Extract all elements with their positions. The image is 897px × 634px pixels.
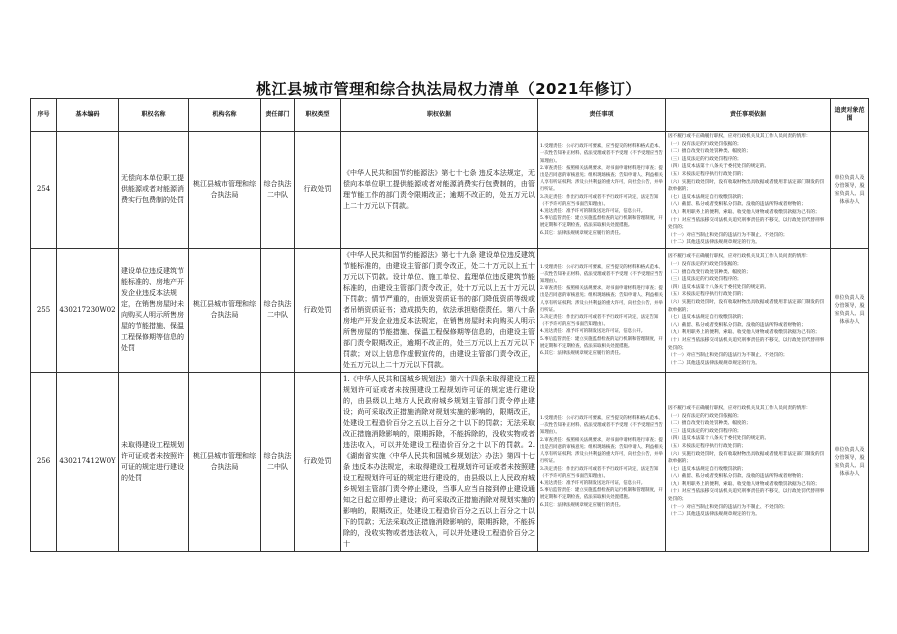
cell-seq: 256: [31, 372, 57, 551]
cell-responsibility-basis: [666, 132, 831, 249]
responsibility-item: 2.审查责任：按照相关法规要求，对书面申请材料进行审查；提出是否同意的审核意见；组织现场核查；告知申请人、利益相关人享有听证权利；涉及公共利益的重大许可，向社会公告，并举行听证。: [540, 286, 663, 313]
responsibility-basis-line: （五）未按法定程序执行行政处罚的；: [668, 443, 747, 449]
table-header-row: [31, 99, 869, 132]
responsibility-basis-line: （一）没有法定的行政处罚依据的；: [668, 262, 742, 268]
responsibility-item: 3.决定责任：作出行政许可或者不予行政许可决定，法定告知（不予许可的应当书面告知理由）。: [540, 194, 659, 207]
responsibility-item: 4.送达责任：准予许可的制发送达许可证，信息公开。: [540, 480, 646, 486]
header-basis: 职权依据: [341, 99, 538, 132]
responsibility-basis-line: （四）违反本法第十八条关于委托处罚的规定的。: [668, 436, 770, 442]
header-name: 职权名称: [119, 99, 189, 132]
cell-type: 行政处罚: [295, 248, 341, 372]
responsibility-basis-line: （一）没有法定的行政处罚依据的；: [668, 141, 742, 147]
responsibility-basis-line: （三）违反法定的行政处罚程序的；: [668, 156, 742, 162]
responsibility-basis-line: （四）违反本法第十八条关于委托处罚的规定的。: [668, 164, 770, 170]
cell-org: 桃江县城市管理和综合执法局: [189, 132, 261, 249]
responsibility-basis-line: （五）未按法定程序执行行政处罚的；: [668, 292, 747, 298]
responsibility-item: 1.受理责任：公示行政许可要素，应当提交的材料和格式范本、一次性告知补正材料、依法受理或者不予受理（不予受理应当告知理由）。: [540, 144, 663, 164]
cell-basis: 《中华人民共和国节约能源法》第七十九条 建设单位违反建筑节能标准的，由建设主管部门责令改正，处二十万元以上五十万元以下罚款。设计单位、施工单位、监理单位违反建筑节能标准的，由建设主管部门责令改正，处十万元以上五十万元以下罚款；情节严重的，由颁发资质证书的部门降低资质等级或者吊销资质证书；造成损失的，依法承担赔偿责任。第八十条 房地产开发企业违反本法规定，在销售房屋时未向购买人明示所售房屋的节能措施、保温工程保修期等信息的，由建设主管部门责令限期改正，逾期不改正的，处三万元以上五万元以下罚款；对以上信息作虚假宣传的，由建设主管部门责令改正，处五万元以上二十万元以下罚款。: [341, 248, 538, 372]
responsibility-item: 1.受理责任：公示行政许可要素，应当提交的材料和格式范本、一次性告知补正材料、依法受理或者不予受理（不予受理应当告知理由）。: [540, 416, 663, 436]
cell-type: 行政处罚: [295, 132, 341, 249]
responsibility-basis-line: 因不履行或不正确履行职权，应对行政机关及其工作人员问责的情形：: [668, 254, 811, 260]
responsibility-basis-line: （七）违反本法规定自行收缴罚款的；: [668, 466, 747, 472]
responsibility-basis-line: 因不履行或不正确履行职权，应对行政机关及其工作人员问责的情形：: [668, 405, 811, 411]
responsibility-basis-line: （十）对应当依法移交司法机关追究刑事责任的不移交，以行政处罚代替刑事处罚的；: [668, 217, 825, 231]
responsibility-basis-line: （十二）其他违反法律法规规章规定的行为。: [668, 240, 760, 246]
responsibility-item: 3.决定责任：作出行政许可或者不予行政许可决定，法定告知（不予许可的应当书面告知理由）。: [540, 466, 659, 479]
responsibility-item: 6.其它：法律法规规章规定应履行的责任。: [540, 230, 624, 236]
responsibility-basis-line: （一）没有法定的行政处罚依据的；: [668, 413, 742, 419]
power-list-table: [30, 98, 869, 552]
cell-power-name: 建设单位违反建筑节能标准的、房地产开发企业违反本法规定，在销售房屋时未向购买人明示所售房屋的节能措施、保温工程保修期等信息的处罚: [119, 248, 189, 372]
cell-org: 桃江县城市管理和综合执法局: [189, 372, 261, 551]
cell-type: 行政处罚: [295, 372, 341, 551]
cell-dept: 综合执法二中队: [261, 132, 295, 249]
cell-accountability-target: 单位负责人及分管领导，股室负责人、具体承办人: [831, 248, 869, 372]
responsibility-basis-line: （十二）其他违反法律法规规章规定的行为。: [668, 512, 760, 518]
responsibility-basis-line: （十）对应当依法移交司法机关追究刑事责任的不移交，以行政处罚代替刑事处罚的；: [668, 337, 825, 351]
cell-responsibility-items: [538, 248, 666, 372]
header-target: 追责对象范围: [831, 99, 869, 132]
cell-basis: 1.《中华人民共和国城乡规划法》第六十四条未取得建设工程规划许可证或者未按照建设工程规划许可证的规定进行建设的，由县级以上地方人民政府城乡规划主管部门责令停止建设；尚可采取改正措施消除对规划实施的影响的，限期改正，处建设工程造价百分之五以上百分之十以下的罚款；无法采取改正措施消除影响的，限期拆除，不能拆除的，没收实物或者违法收入，可以并处建设工程造价百分之十以下的罚款。2.《湖南省实施〈中华人民共和国城乡规划法〉办法》第四十七条 违反本办法规定，未取得建设工程规划许可证或者未按照建设工程规划许可证的规定进行建设的，由县级以上人民政府城乡规划主管部门责令停止建设，当事人应当自接到停止建设通知之日起立即停止建设；尚可采取改正措施消除对规划实施的影响的，限期改正，处建设工程造价百分之五以上百分之十以下的罚款；无法采取改正措施消除影响的，限期拆除，不能拆除的，没收实物或者违法收入，可以并处建设工程造价百分之十: [341, 372, 538, 551]
cell-accountability-target: 单位负责人及分管领导，股室负责人、具体承办人: [831, 372, 869, 551]
responsibility-basis-line: （二）擅自改变行政处罚种类、幅度的；: [668, 421, 751, 427]
responsibility-basis-line: （十二）其他违反法律法规规章规定的行为。: [668, 360, 760, 366]
responsibility-basis-line: （八）截留、私分或者变相私分罚款、没收的违法所得或者财物的；: [668, 202, 806, 208]
responsibility-basis-line: （六）实施行政处罚时，没有收取财物出具收据或者使用非法定部门制发的罚款单据的；: [668, 451, 825, 465]
document-title: 桃江县城市管理和综合执法局权力清单（2021年修订）: [256, 80, 641, 98]
header-dept: 责任部门: [261, 99, 295, 132]
cell-power-name: 无偿向本单位职工提供能源或者对能源消费实行包费制的处罚: [119, 132, 189, 249]
cell-responsibility-basis: [666, 248, 831, 372]
responsibility-basis-line: （七）违反本法规定自行收缴罚款的；: [668, 315, 747, 321]
cell-responsibility-items: [538, 132, 666, 249]
responsibility-basis-line: （六）实施行政处罚时，没有收取财物出具收据或者使用非法定部门制发的罚款单据的；: [668, 179, 825, 193]
header-resp-basis: 责任事项依据: [666, 99, 831, 132]
responsibility-basis-line: （十）对应当依法移交司法机关追究刑事责任的不移交，以行政处罚代替刑事处罚的；: [668, 489, 825, 503]
cell-org: 桃江县城市管理和综合执法局: [189, 248, 261, 372]
cell-code: 430217412W0Y: [57, 372, 119, 551]
responsibility-basis-line: 因不履行或不正确履行职权，应对行政机关及其工作人员问责的情形：: [668, 134, 811, 139]
cell-dept: 综合执法二中队: [261, 372, 295, 551]
responsibility-item: 4.送达责任：准予许可的制发送达许可证，信息公开。: [540, 329, 646, 335]
header-items: 责任事项: [538, 99, 666, 132]
table-row: [31, 248, 869, 372]
header-code: 基本编码: [57, 99, 119, 132]
cell-seq: 254: [31, 132, 57, 249]
table-row: [31, 132, 869, 249]
cell-dept: 综合执法二中队: [261, 248, 295, 372]
cell-accountability-target: 单位负责人及分管领导，股室负责人、具体承办人: [831, 132, 869, 249]
responsibility-item: 6.其它：法律法规规章规定应履行的责任。: [540, 502, 624, 508]
responsibility-basis-line: （六）实施行政处罚时，没有收取财物出具收据或者使用非法定部门制发的罚款单据的；: [668, 300, 825, 313]
responsibility-basis-line: （五）未按法定程序执行行政处罚的；: [668, 171, 747, 177]
cell-responsibility-basis: [666, 372, 831, 551]
responsibility-basis-line: （十一）对应当制止和处罚的违法行为不制止、不处罚的；: [668, 232, 788, 238]
responsibility-basis-line: （三）违反法定的行政处罚程序的；: [668, 277, 742, 283]
responsibility-item: 2.审查责任：按照相关法规要求，对书面申请材料进行审查；提出是否同意的审核意见；组织现场核查；告知申请人、利益相关人享有听证权利；涉及公共利益的重大许可，向社会公告，并举行听证。: [540, 165, 663, 193]
responsibility-item: 5.事后监管责任：建立实施监督检查的运行机制和管理制度，开展定期和不定期检查，依法采取相关处置措施。: [540, 216, 663, 229]
responsibility-basis-line: （七）违反本法规定自行收缴罚款的；: [668, 194, 747, 200]
responsibility-basis-line: （九）利用职务上的便利，索取、收受他人财物或者收缴罚款据为己有的；: [668, 330, 820, 336]
responsibility-basis-line: （十一）对应当制止和处罚的违法行为不制止、不处罚的；: [668, 353, 788, 359]
cell-power-name: 未取得建设工程规划许可证或者未按照许可证的规定进行建设的处罚: [119, 372, 189, 551]
table-row: [31, 372, 869, 551]
responsibility-item: 2.审查责任：按照相关法规要求，对书面申请材料进行审查；提出是否同意的审核意见；组织现场核查；告知申请人、利益相关人享有听证权利；涉及公共利益的重大许可，向社会公告，并举行听证。: [540, 437, 663, 465]
cell-basis: 《中华人民共和国节约能源法》第七十七条 违反本法规定，无偿向本单位职工提供能源或者对能源消费实行包费制的，由管理节能工作的部门责令限期改正；逾期不改正的，处五万元以上二十万元以下罚款。: [341, 132, 538, 249]
header-type: 职权类型: [295, 99, 341, 132]
header-seq: 序号: [31, 99, 57, 132]
cell-code: 430217230W02: [57, 248, 119, 372]
header-org: 机构名称: [189, 99, 261, 132]
responsibility-basis-line: （九）利用职务上的便利，索取、收受他人财物或者收缴罚款据为己有的；: [668, 209, 820, 215]
cell-code: [57, 132, 119, 249]
responsibility-basis-line: （三）违反法定的行政处罚程序的；: [668, 428, 742, 434]
responsibility-basis-line: （九）利用职务上的便利，索取、收受他人财物或者收缴罚款据为己有的；: [668, 481, 820, 487]
responsibility-item: 1.受理责任：公示行政许可要素，应当提交的材料和格式范本、一次性告知补正材料、依法受理或者不予受理（不予受理应当告知理由）。: [540, 264, 663, 284]
responsibility-basis-line: （二）擅自改变行政处罚种类、幅度的；: [668, 269, 751, 275]
responsibility-item: 5.事后监管责任：建立实施监督检查的运行机制和管理制度，开展定期和不定期检查，依法采取相关处置措施。: [540, 336, 663, 349]
responsibility-basis-line: （八）截留、私分或者变相私分罚款、没收的违法所得或者财物的；: [668, 322, 806, 328]
responsibility-basis-line: （二）擅自改变行政处罚种类、幅度的；: [668, 149, 751, 155]
cell-responsibility-items: [538, 372, 666, 551]
responsibility-item: 4.送达责任：准予许可的制发送达许可证，信息公开。: [540, 208, 646, 214]
responsibility-basis-line: （八）截留、私分或者变相私分罚款、没收的违法所得或者财物的；: [668, 474, 806, 480]
responsibility-item: 6.其它：法律法规规章规定应履行的责任。: [540, 351, 624, 357]
responsibility-item: 5.事后监管责任：建立实施监督检查的运行机制和管理制度，开展定期和不定期检查，依法采取相关处置措施。: [540, 488, 663, 501]
responsibility-item: 3.决定责任：作出行政许可或者不予行政许可决定，法定告知（不予许可的应当书面告知理由）。: [540, 315, 659, 328]
cell-seq: 255: [31, 248, 57, 372]
responsibility-basis-line: （十一）对应当制止和处罚的违法行为不制止、不处罚的；: [668, 504, 788, 510]
responsibility-basis-line: （四）违反本法第十八条关于委托处罚的规定的。: [668, 284, 770, 290]
